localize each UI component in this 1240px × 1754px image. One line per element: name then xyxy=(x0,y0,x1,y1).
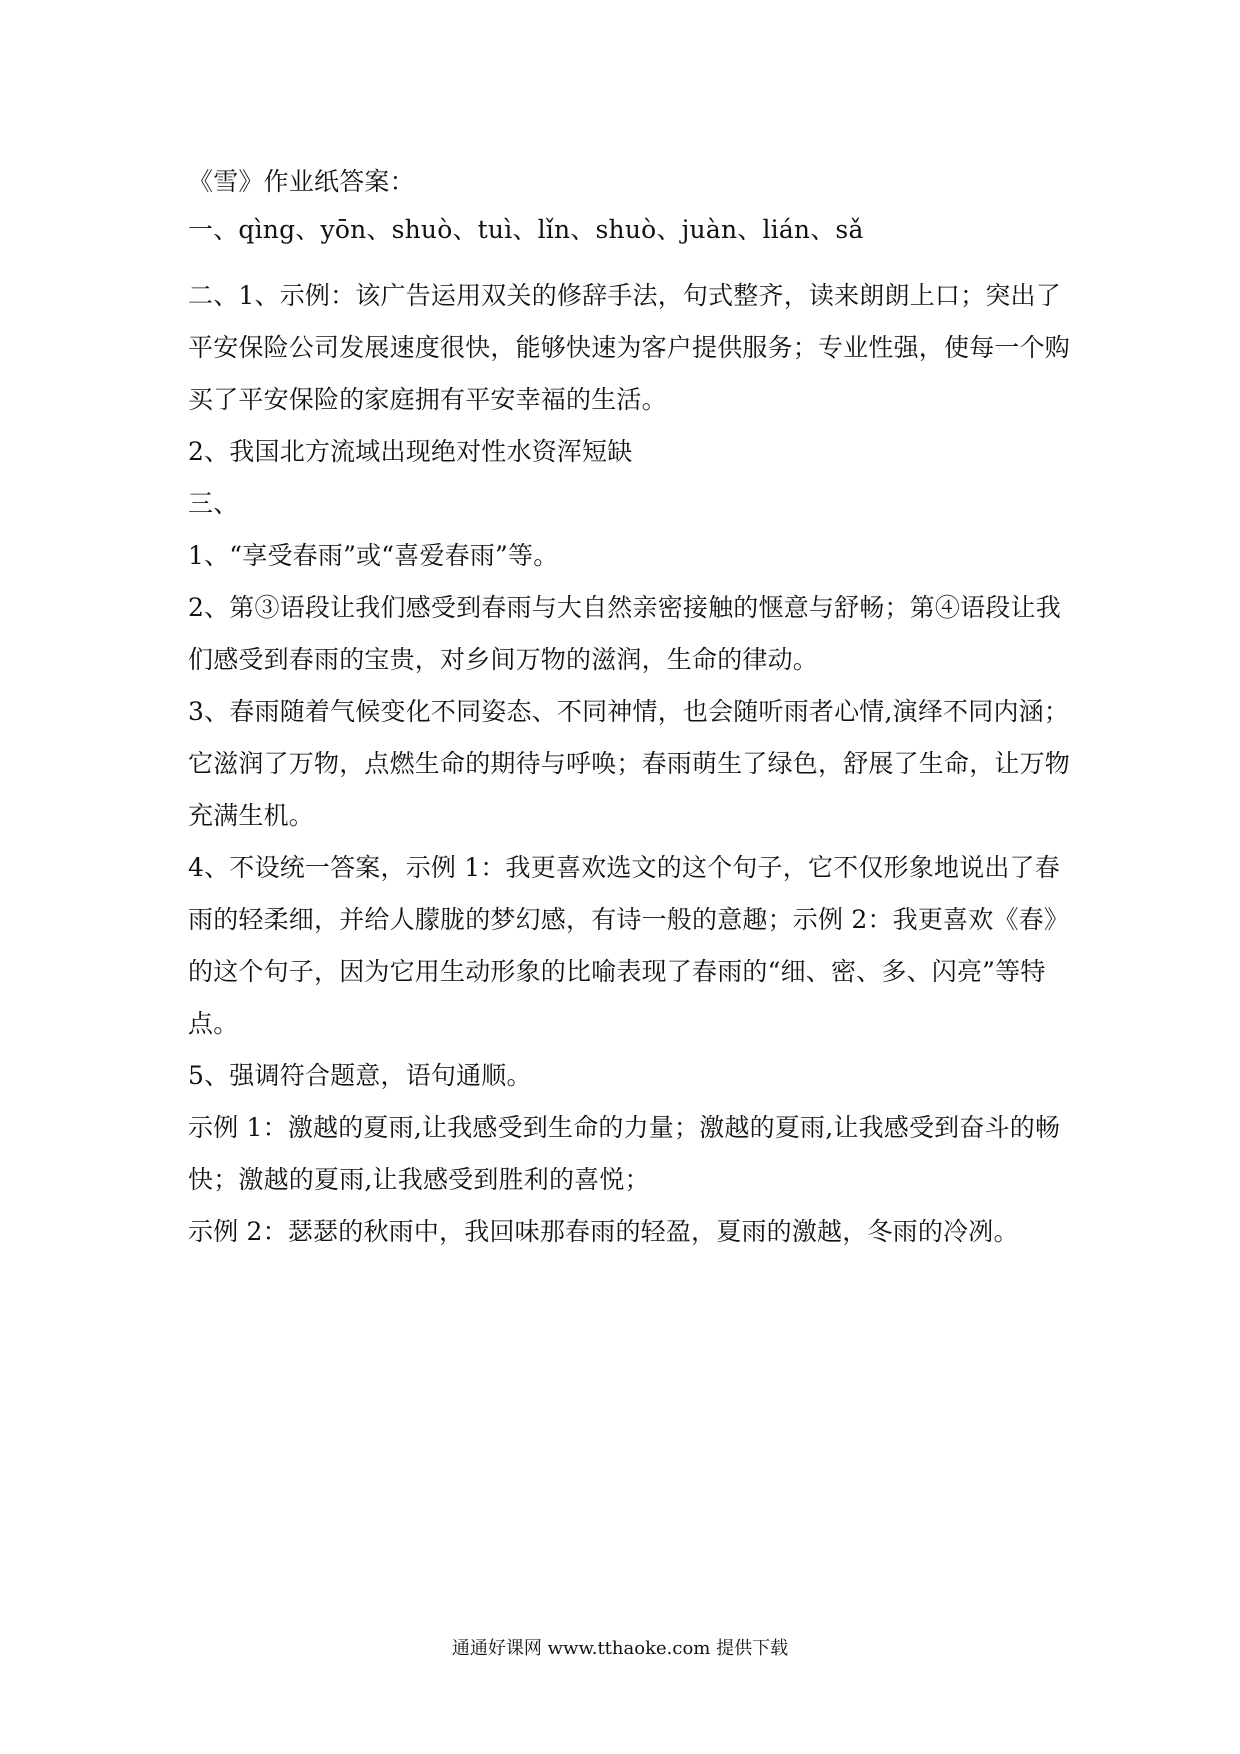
page-footer: 通通好课网 www.tthaoke.com 提供下载 xyxy=(451,1638,789,1659)
answer-line: 4、不设统一答案，示例 1：我更喜欢选文的这个句子，它不仅形象地说出了春 xyxy=(188,853,1060,882)
answer-line: 1、“享受春雨”或“喜爱春雨”等。 xyxy=(188,541,559,570)
answer-line: 的这个句子，因为它用生动形象的比喻表现了春雨的“细、密、多、闪亮”等特 xyxy=(188,957,1046,986)
answer-line: 充满生机。 xyxy=(188,801,315,830)
answer-line: 2、我国北方流域出现绝对性水资浑短缺 xyxy=(188,437,633,466)
answer-section-1-pinyin: 一、qìng、yōn、shuò、tuì、lǐn、shuò、juàn、lián、sǎ xyxy=(188,215,864,244)
answer-line: 买了平安保险的家庭拥有平安幸福的生活。 xyxy=(188,385,667,414)
answer-line: 雨的轻柔细，并给人朦胧的梦幻感，有诗一般的意趣；示例 2：我更喜欢《春》 xyxy=(188,905,1070,934)
answer-line: 它滋润了万物，点燃生命的期待与呼唤；春雨萌生了绿色，舒展了生命，让万物 xyxy=(188,749,1071,778)
answer-line: 示例 1：激越的夏雨,让我感受到生命的力量；激越的夏雨,让我感受到奋斗的畅 xyxy=(188,1113,1061,1142)
answer-line: 点。 xyxy=(188,1009,239,1038)
answer-line: 3、春雨随着气候变化不同姿态、不同神情，也会随听雨者心情,演绎不同内涵； xyxy=(188,697,1070,726)
answer-line: 2、第③语段让我们感受到春雨与大自然亲密接触的惬意与舒畅；第④语段让我 xyxy=(188,593,1061,622)
answer-line: 快；激越的夏雨,让我感受到胜利的喜悦； xyxy=(188,1165,650,1194)
answer-line: 5、强调符合题意，语句通顺。 xyxy=(188,1061,532,1090)
section-heading: 三、 xyxy=(188,489,239,518)
answer-line: 示例 2：瑟瑟的秋雨中，我回味那春雨的轻盈，夏雨的激越，冬雨的冷冽。 xyxy=(188,1217,1019,1246)
document-title: 《雪》作业纸答案： xyxy=(188,167,415,196)
answer-line: 二、1、示例：该广告运用双关的修辞手法，句式整齐，读来朗朗上口；突出了 xyxy=(188,281,1061,310)
answer-line: 们感受到春雨的宝贵，对乡间万物的滋润，生命的律动。 xyxy=(188,645,819,674)
answer-line: 平安保险公司发展速度很快，能够快速为客户提供服务；专业性强，使每一个购 xyxy=(188,333,1071,362)
answer-content xyxy=(188,158,1071,1258)
